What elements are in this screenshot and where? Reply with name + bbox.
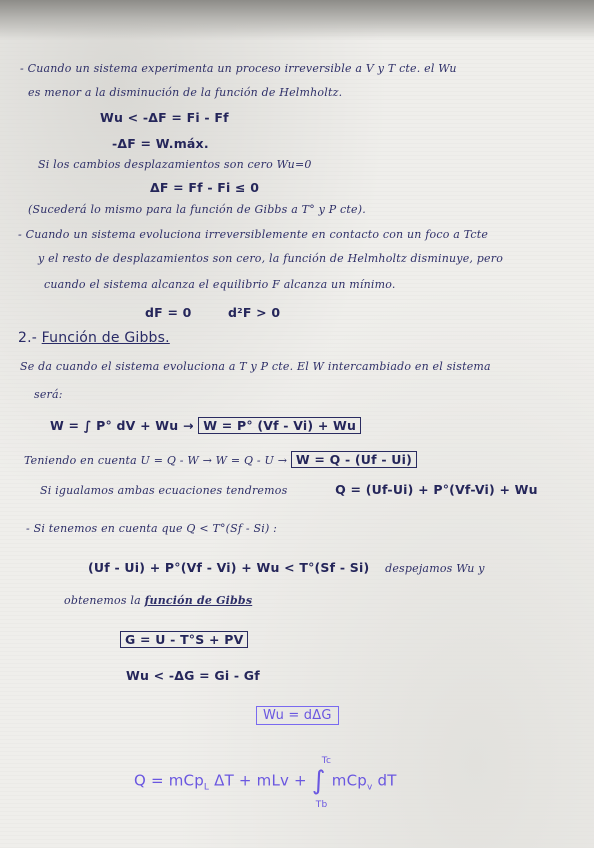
equation-row <box>50 418 361 433</box>
equation: ΔF = Ff - Fi ≤ 0 <box>150 180 260 195</box>
equation: (Uf - Ui) + P°(Vf - Vi) + Wu < T°(Sf - Si) <box>88 560 370 575</box>
equation-part: dT <box>372 771 397 790</box>
equation-row <box>88 560 485 575</box>
integral-sign: ∫ Tc Tb <box>311 756 332 810</box>
gibbs-definition: G = U - T°S + PV <box>120 631 248 648</box>
text-line: Teniendo en cuenta U = Q - W → W = Q - U → <box>24 454 288 467</box>
boxed-equation-wrap <box>120 632 248 647</box>
heat-equation <box>134 756 397 810</box>
text-line: Si los cambios desplazamientos son cero Wu=0 <box>38 158 312 171</box>
subscript: v <box>367 782 373 793</box>
text-line: - Cuando un sistema evoluciona irreversiblemente en contacto con un foco a Tcte <box>18 228 489 241</box>
text-line: obtenemos la <box>64 594 141 607</box>
text-line: es menor a la disminución de la función de Helmholtz. <box>28 86 343 99</box>
text-line-row <box>64 594 252 607</box>
term-highlight: función de Gibbs <box>144 594 253 607</box>
section-number: 2.- <box>18 330 38 346</box>
equation-row <box>40 482 538 497</box>
equation: Q = (Uf-Ui) + P°(Vf-Vi) + Wu <box>335 482 538 497</box>
boxed-equation-wrap <box>256 708 339 723</box>
purple-boxed-equation: Wu = dΔG <box>256 706 339 725</box>
equation: Wu < -ΔF = Fi - Ff <box>100 110 229 125</box>
equation-part: ΔT + mLv + <box>209 771 312 790</box>
equation: Wu < -ΔG = Gi - Gf <box>126 668 260 683</box>
equation: -ΔF = W.máx. <box>112 136 209 151</box>
boxed-equation: W = P° (Vf - Vi) + Wu <box>198 417 361 434</box>
equation: d²F > 0 <box>228 305 281 320</box>
integral-upper-limit: Tc <box>321 756 332 766</box>
scan-shadow <box>0 0 594 40</box>
equation-row <box>24 452 417 467</box>
section-title: Función de Gibbs. <box>41 330 170 346</box>
text-line: despejamos Wu y <box>385 562 485 575</box>
text-line: - Cuando un sistema experimenta un proceso irreversible a V y T cte. el Wu <box>20 62 457 75</box>
text-line: cuando el sistema alcanza el equilibrio F alcanza un mínimo. <box>44 278 396 291</box>
text-line: y el resto de desplazamientos son cero, la función de Helmholtz disminuye, pero <box>38 252 504 265</box>
text-line: (Sucederá lo mismo para la función de Gibbs a T° y P cte). <box>28 203 366 216</box>
section-heading <box>18 330 170 346</box>
equation: dF = 0 <box>145 305 192 320</box>
text-line: será: <box>34 388 63 401</box>
subscript: L <box>203 782 210 793</box>
equation: W = ∫ P° dV + Wu → <box>50 418 194 433</box>
integral-lower-limit: Tb <box>315 800 328 810</box>
equation-part: mCp <box>331 771 368 790</box>
equation-part: Q = mCp <box>134 771 204 790</box>
text-line: Si igualamos ambas ecuaciones tendremos <box>40 484 288 497</box>
boxed-equation: W = Q - (Uf - Ui) <box>291 451 417 468</box>
text-line: Se da cuando el sistema evoluciona a T y P cte. El W intercambiado en el sistema <box>20 360 491 373</box>
text-line: - Si tenemos en cuenta que Q < T°(Sf - Si) : <box>26 522 278 535</box>
